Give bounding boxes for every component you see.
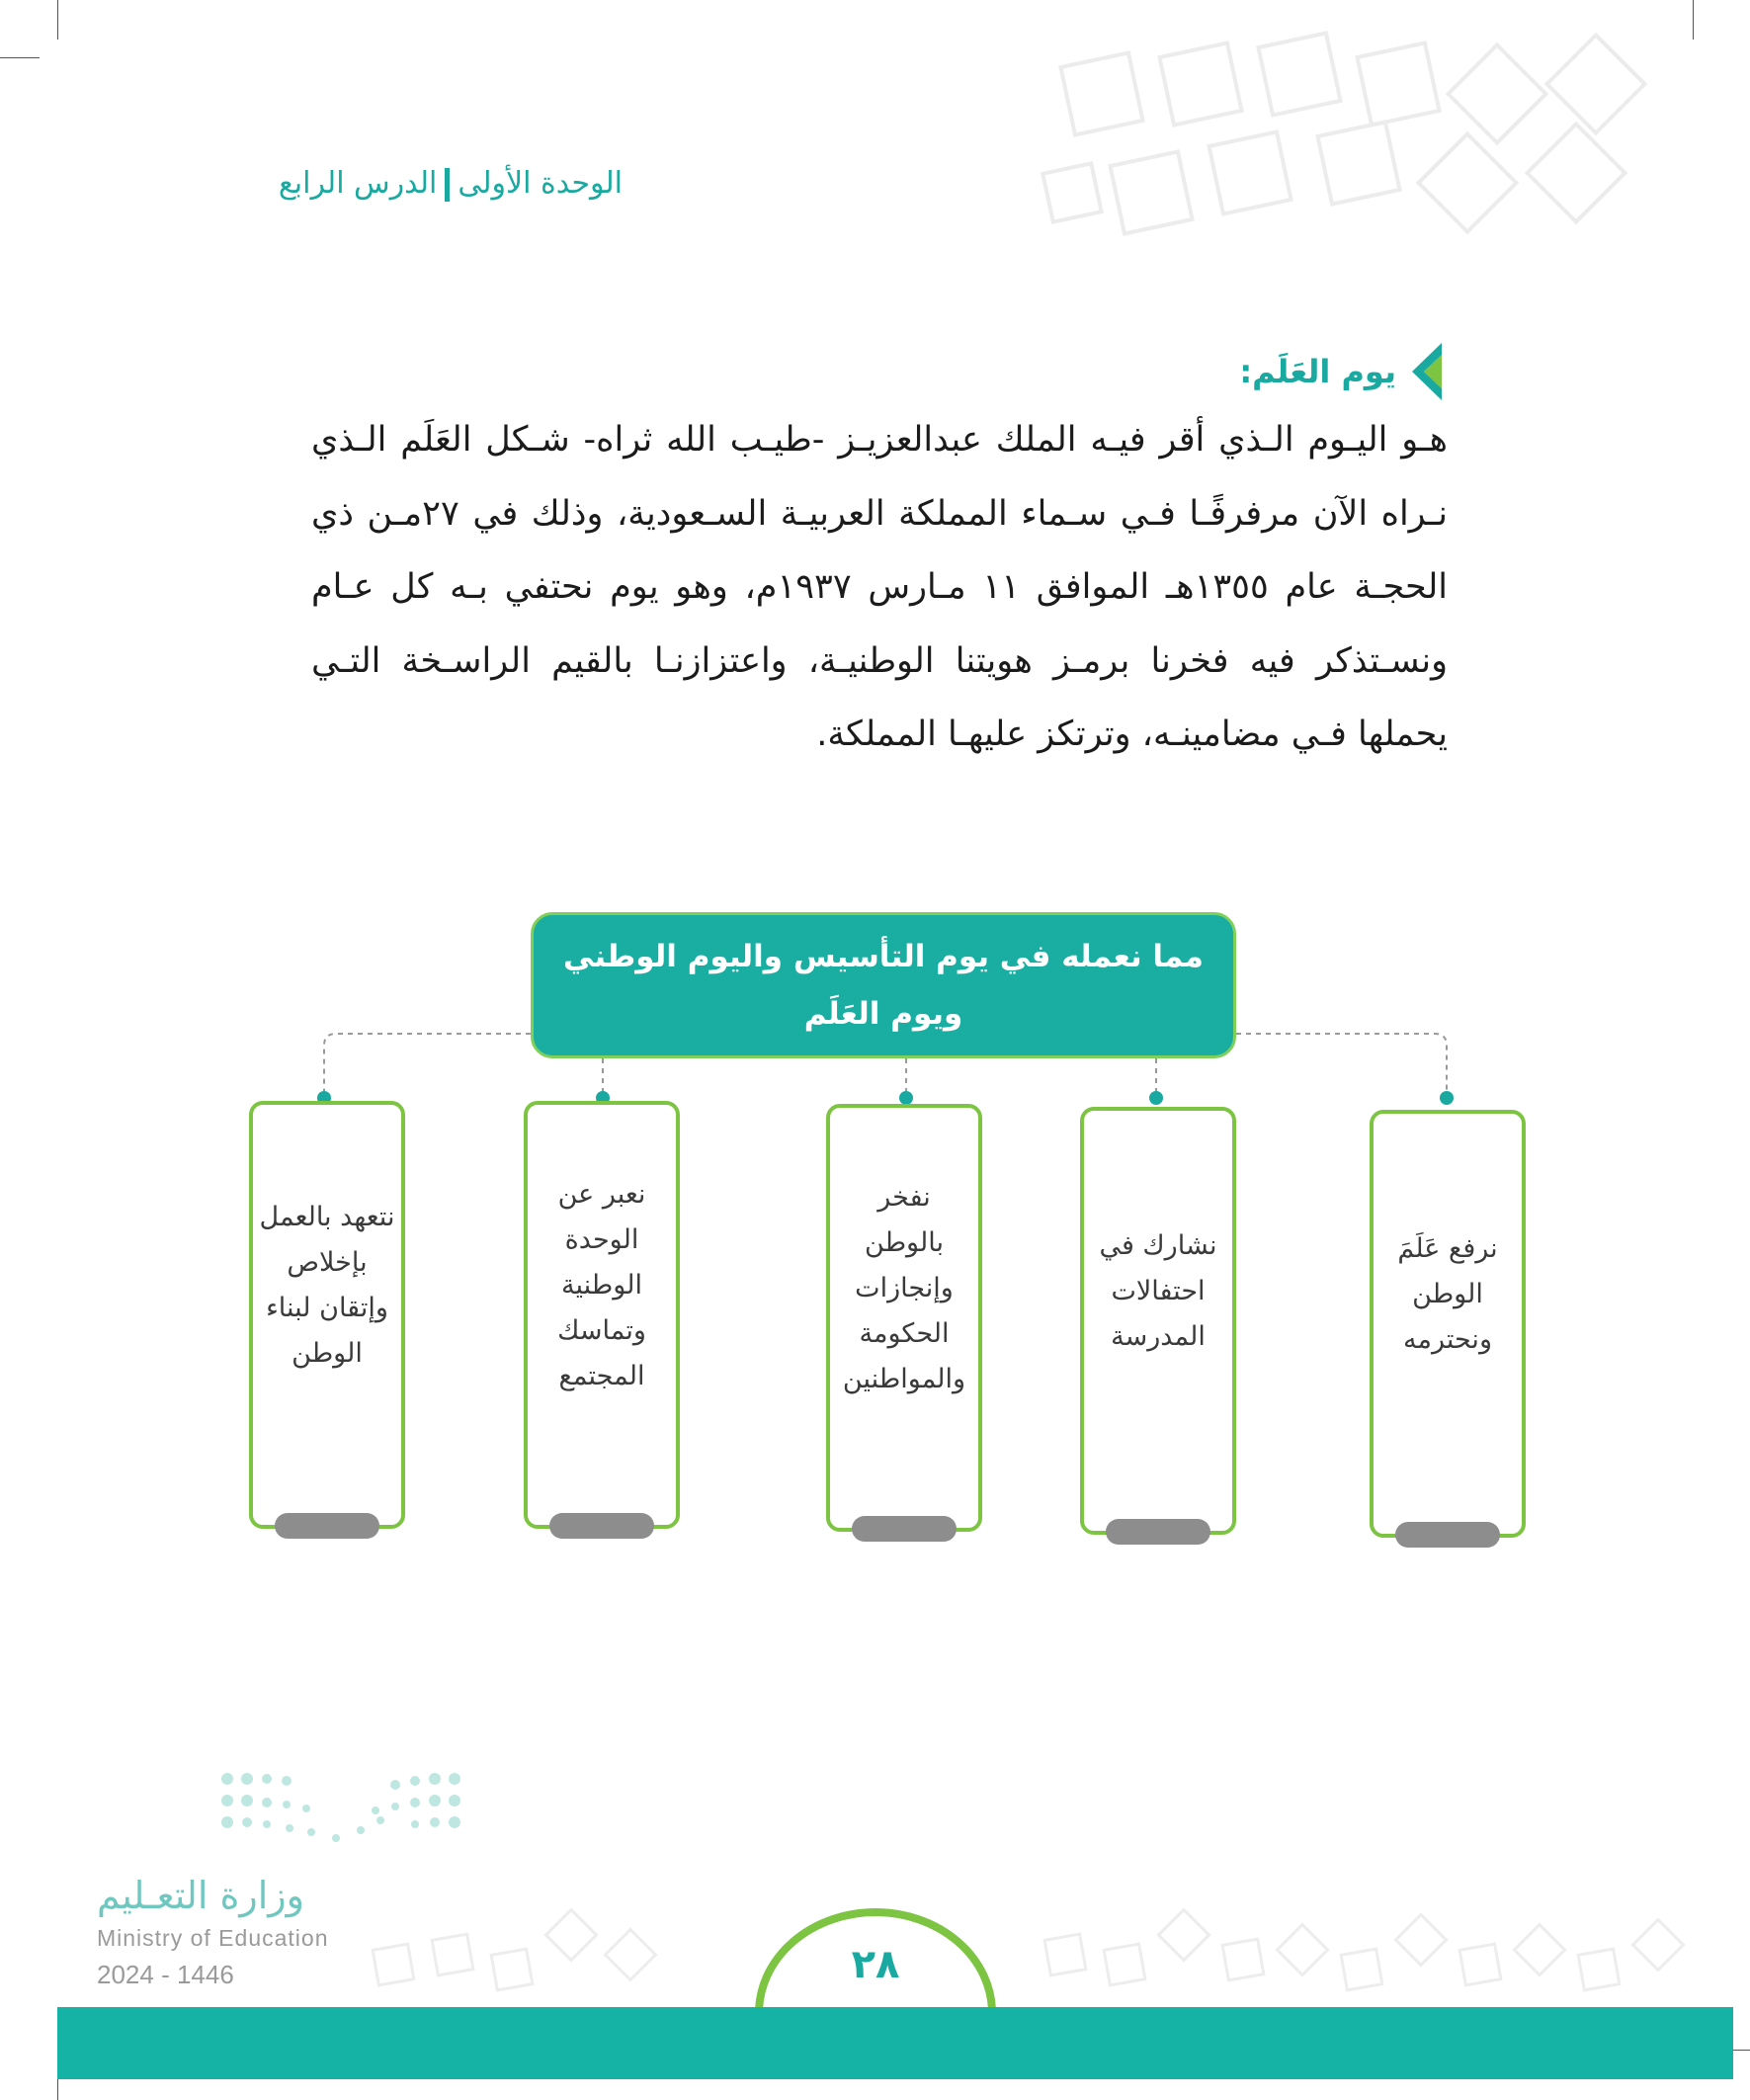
card-footer-bar (852, 1516, 957, 1542)
activity-card (1080, 1107, 1236, 1535)
activity-card-text: نفخر بالوطن وإنجازات الحكومة والمواطنين (842, 1181, 966, 1394)
connector-dot (1440, 1091, 1454, 1105)
activity-card-text: نعبر عن الوحدة الوطنية وتماسك المجتمع (557, 1178, 646, 1391)
diagram-title-line2: ويوم العَلَم (803, 996, 963, 1032)
card-footer-bar (549, 1513, 654, 1539)
body-paragraph: هـو اليـوم الـذي أقر فيـه الملك عبدالعزيـز -طيـب الله ثراه- شـكل العَلَم الـذي نـراه الآن مرفرفًـا فـي سـماء المملكة العربيـة السـعودية، وذلك في ٢٧مـن ذي الحجـة عام ١٣٥٥هـ الموافق ١١ مـارس ١٩٣٧م، وهو يوم نحتفي بـه كل عـام ونسـتذكر فيه فخرنا برمـز هويتنا الوطنيـة، واعتزازنـا بالقيم الراسـخة التـي يحملها فـي مضامينـه، وترتكز عليهـا المملكة. (311, 420, 1449, 754)
activity-card-text: نشارك في احتفالات المدرسة (1099, 1229, 1217, 1352)
ministry-year: 2024 - 1446 (97, 1960, 234, 1989)
unit-label: الوحدة الأولى (458, 166, 623, 201)
ministry-logo-icon (212, 1769, 469, 1858)
card-footer-bar (1395, 1522, 1500, 1548)
footer-band (57, 2007, 1733, 2079)
page-number: ٢٨ (851, 1942, 900, 1987)
diagram-title-line1: مما نعمله في يوم التأسيس واليوم الوطني (563, 939, 1204, 974)
card-footer-bar (1106, 1519, 1210, 1545)
footer-pattern (356, 1878, 1739, 2006)
activity-card (524, 1101, 680, 1529)
activity-card (826, 1104, 982, 1532)
activity-card (249, 1101, 405, 1529)
lesson-label: الدرس الرابع (278, 166, 438, 201)
ministry-name-arabic: وزارة التعـليم (97, 1874, 305, 1917)
diagram-title-box (531, 912, 1236, 1058)
activity-card-text: نرفع عَلَمَ الوطن ونحترمه (1397, 1232, 1498, 1355)
section-title: يوم العَلَم: (1239, 353, 1396, 390)
activity-card (1370, 1110, 1526, 1538)
activity-card-text: نتعهد بالعمل بإخلاص وإتقان لبناء الوطن (259, 1201, 395, 1369)
ministry-name-english: Ministry of Education (97, 1925, 329, 1951)
connector-dot (1149, 1091, 1163, 1105)
card-footer-bar (275, 1513, 379, 1539)
connector-dot (899, 1091, 913, 1105)
